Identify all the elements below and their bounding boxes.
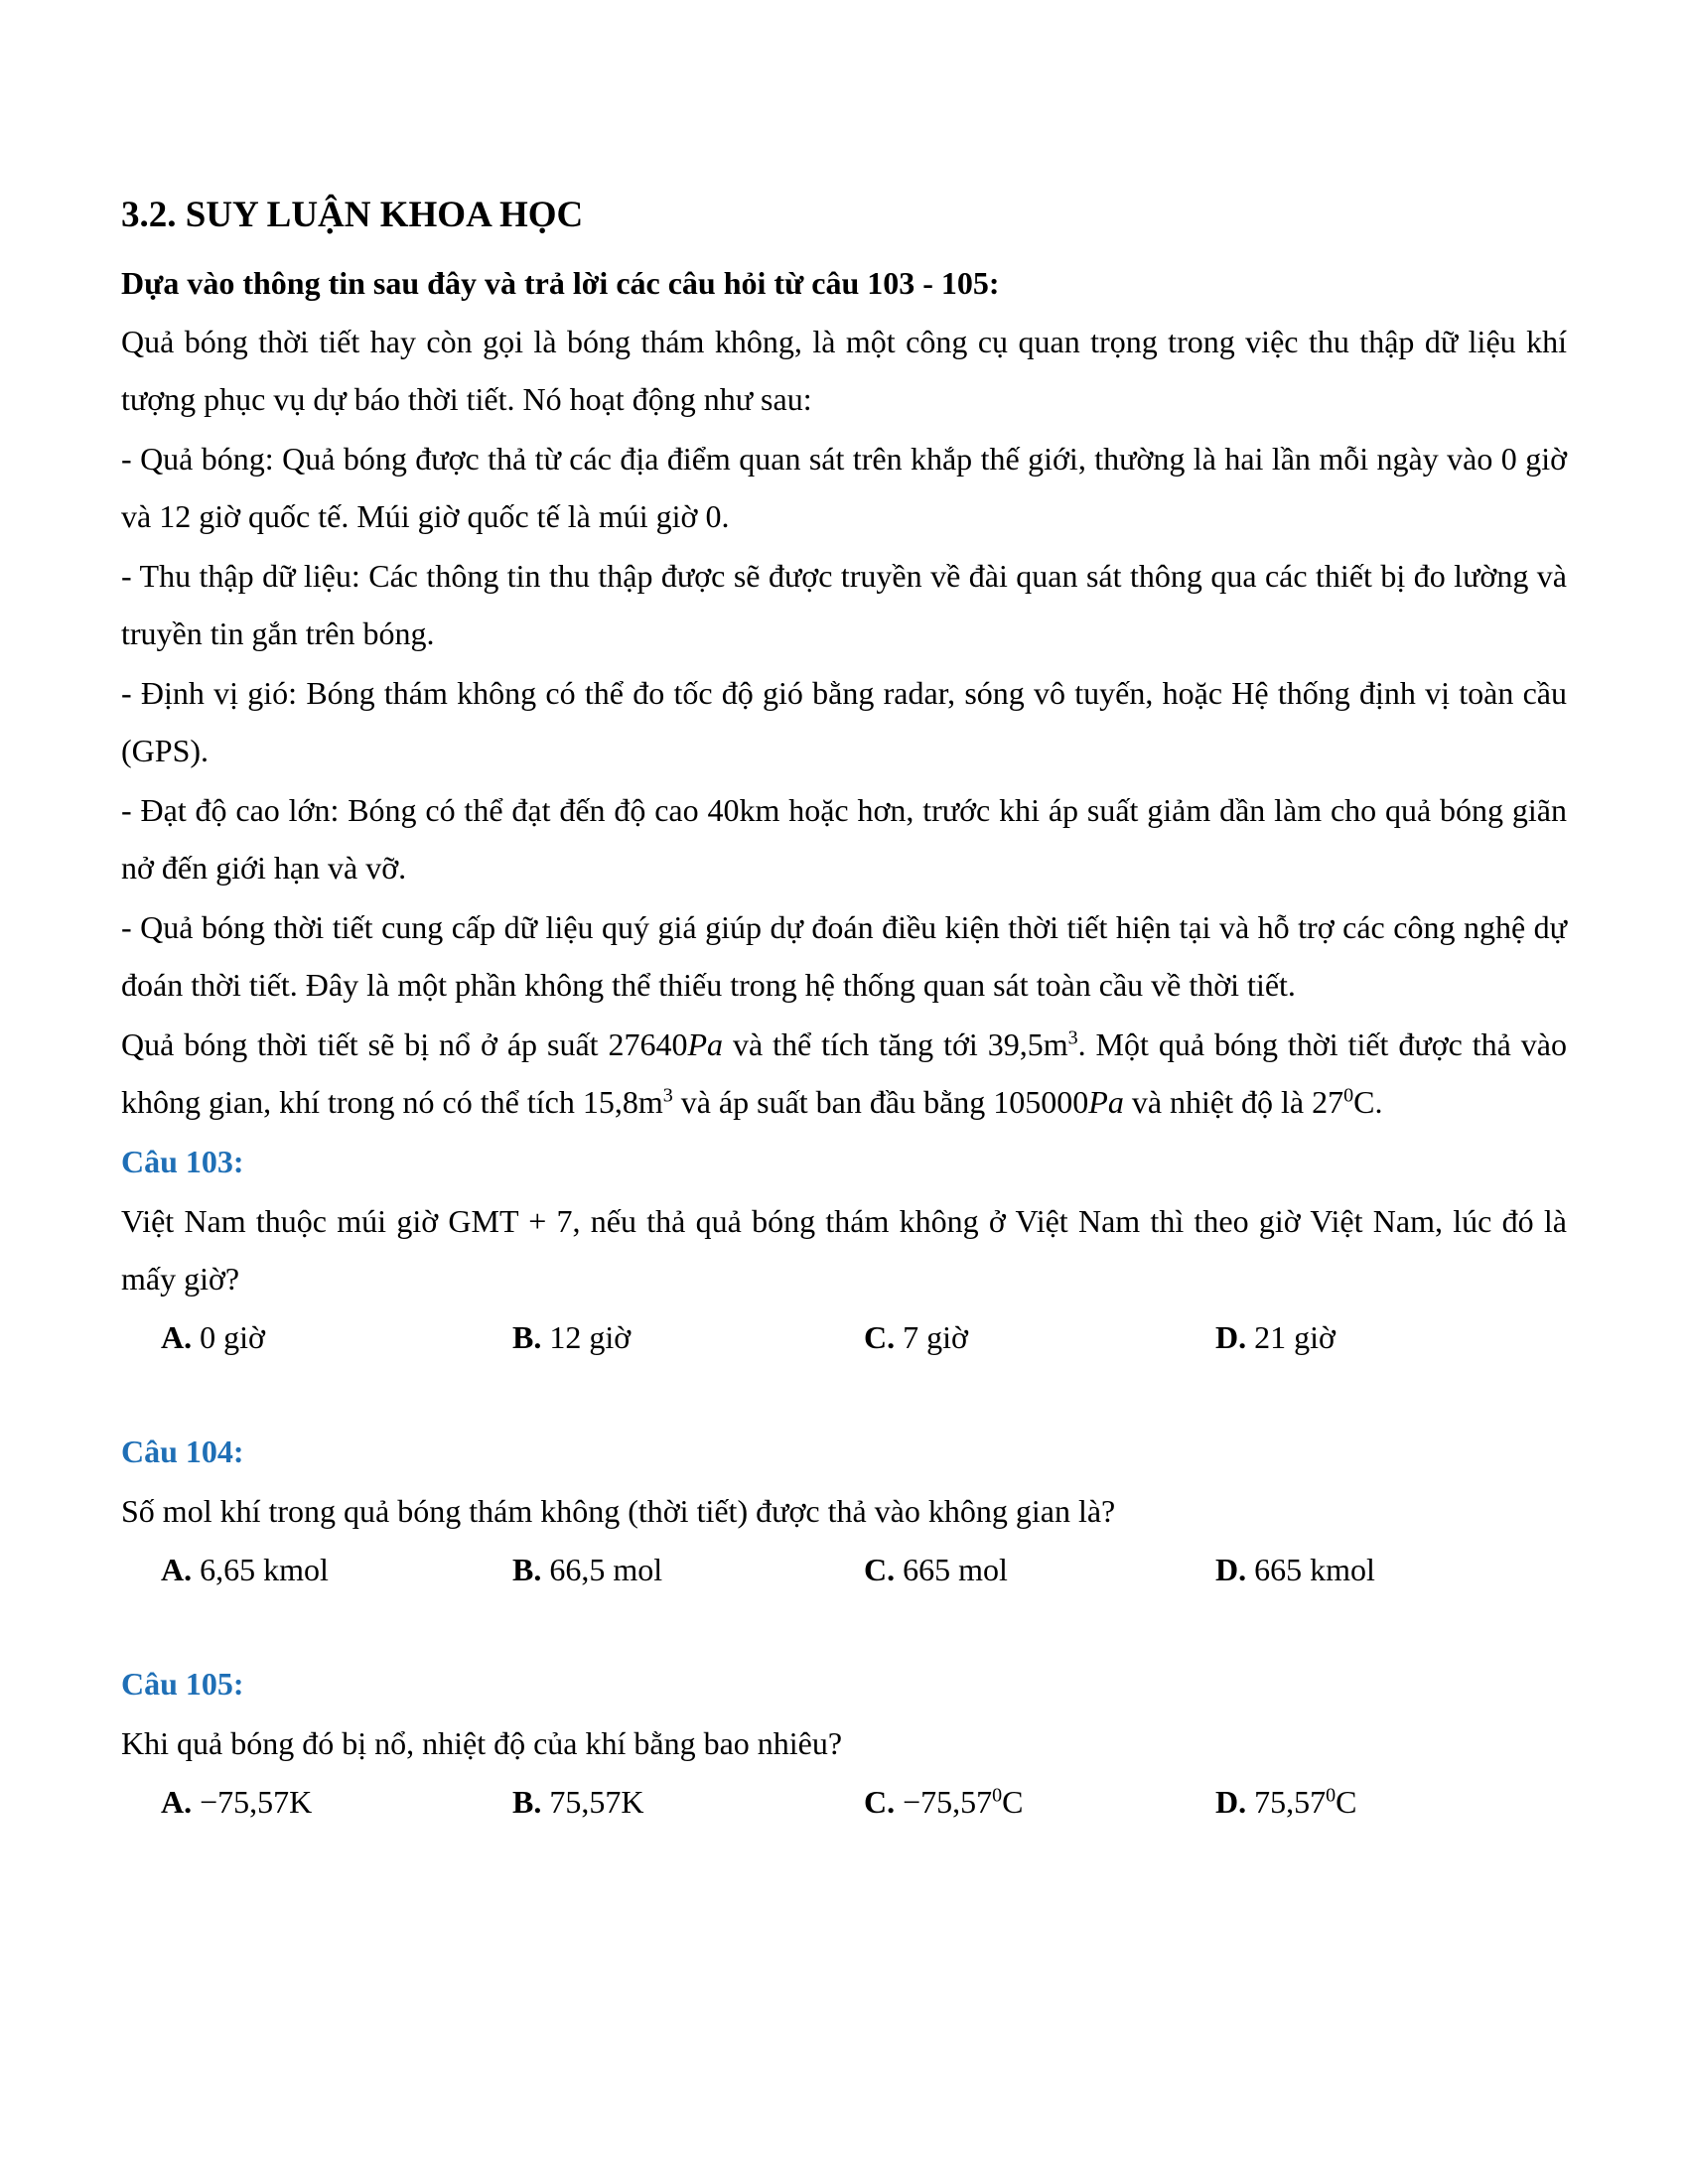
option-text: 75,57 [1246,1784,1327,1821]
option-text: 7 giờ [895,1319,968,1356]
option-d[interactable] [1215,1307,1567,1367]
superscript: 0 [992,1784,1003,1807]
option-text: −75,57K [192,1784,313,1821]
option-letter: C. [864,1784,896,1821]
superscript: 3 [1067,1026,1078,1049]
data-text: và áp suất ban đầu bằng 105000 [672,1084,1089,1121]
option-text: 21 giờ [1246,1319,1336,1356]
data-text: Quả bóng thời tiết sẽ bị nổ ở áp suất 27640 [121,1026,688,1063]
paragraph: - Thu thập dữ liệu: Các thông tin thu thập được sẽ được truyền về đài quan sát thông qua các thiết bị đo lường và truyền tin gắn trên bóng. [121,558,1567,652]
option-b[interactable] [512,1540,864,1599]
option-text: −75,57 [895,1784,993,1821]
option-c[interactable] [864,1307,1215,1367]
data-text: và nhiệt độ là 27 [1123,1084,1344,1121]
section-title: 3.2. SUY LUẬN KHOA HỌC [121,195,584,235]
question-label: Câu 103: [121,1144,244,1180]
data-paragraph [121,1016,1567,1131]
option-text: 66,5 mol [541,1552,663,1588]
unit-pa: Pa [1088,1084,1124,1121]
data-text: . Một quả bóng thời tiết được thả vào không gian, khí trong nó có thể tích 15,8m [121,1026,1568,1121]
answer-options [161,1540,1567,1599]
question-label: Câu 105: [121,1666,244,1703]
option-letter: C. [864,1552,896,1588]
option-b[interactable] [512,1772,864,1832]
option-letter: B. [512,1784,542,1821]
option-letter: A. [161,1319,193,1356]
option-a[interactable] [161,1540,512,1599]
option-a[interactable] [161,1772,512,1832]
option-b[interactable] [512,1307,864,1367]
paragraph: - Quả bóng: Quả bóng được thả từ các địa điểm quan sát trên khắp thế giới, thường là hai lần mỗi ngày vào 0 giờ và 12 giờ quốc tế. Múi giờ quốc tế là múi giờ 0. [121,441,1567,535]
option-letter: B. [512,1552,542,1588]
option-text: 0 giờ [192,1319,265,1356]
option-text: 75,57K [541,1784,644,1821]
option-letter: A. [161,1784,193,1821]
superscript: 0 [1343,1084,1354,1107]
option-text: 665 kmol [1246,1552,1375,1588]
superscript: 3 [662,1084,673,1107]
option-letter: D. [1215,1552,1247,1588]
option-text: 6,65 kmol [192,1552,329,1588]
option-d[interactable] [1215,1772,1567,1832]
data-text: và thể tích tăng tới 39,5m [723,1026,1068,1063]
unit-pa: Pa [687,1026,724,1063]
intro-instruction: Dựa vào thông tin sau đây và trả lời các câu hỏi từ câu 103 - 105: [121,265,1000,302]
paragraph: - Định vị gió: Bóng thám không có thể đo tốc độ gió bằng radar, sóng vô tuyến, hoặc Hệ thống định vị toàn cầu (GPS). [121,675,1567,769]
question-text: Số mol khí trong quả bóng thám không (thời tiết) được thả vào không gian là? [121,1493,1116,1530]
document-page [121,194,1567,1832]
question-104 [121,1423,1567,1599]
answer-options [161,1772,1567,1832]
option-c[interactable] [864,1540,1215,1599]
paragraph: - Đạt độ cao lớn: Bóng có thể đạt đến độ cao 40km hoặc hơn, trước khi áp suất giảm dần làm cho quả bóng giãn nở đến giới hạn và vỡ. [121,792,1567,887]
option-letter: B. [512,1319,542,1356]
option-text: 665 mol [895,1552,1008,1588]
option-letter: A. [161,1552,193,1588]
question-text: Việt Nam thuộc múi giờ GMT + 7, nếu thả quả bóng thám không ở Việt Nam thì theo giờ Việt Nam, lúc đó là mấy giờ? [121,1203,1567,1297]
paragraph: - Quả bóng thời tiết cung cấp dữ liệu quý giá giúp dự đoán điều kiện thời tiết hiện tại và hỗ trợ các công nghệ dự đoán thời tiết. Đây là một phần không thể thiếu trong hệ thống quan sát toàn cầu về thời tiết. [121,909,1567,1004]
option-letter: C. [864,1319,896,1356]
superscript: 0 [1326,1784,1336,1807]
question-103 [121,1133,1567,1367]
option-c[interactable] [864,1772,1215,1832]
option-d[interactable] [1215,1540,1567,1599]
option-letter: D. [1215,1319,1247,1356]
paragraph: Quả bóng thời tiết hay còn gọi là bóng thám không, là một công cụ quan trọng trong việc thu thập dữ liệu khí tượng phục vụ dự báo thời tiết. Nó hoạt động như sau: [121,324,1567,418]
question-label: Câu 104: [121,1433,244,1470]
answer-options [161,1307,1567,1367]
option-unit: C [1336,1784,1357,1821]
option-unit: C [1002,1784,1024,1821]
option-a[interactable] [161,1307,512,1367]
option-text: 12 giờ [541,1319,632,1356]
data-text: C. [1353,1084,1383,1121]
question-105 [121,1655,1567,1832]
option-letter: D. [1215,1784,1247,1821]
question-text: Khi quả bóng đó bị nổ, nhiệt độ của khí bằng bao nhiêu? [121,1725,843,1762]
